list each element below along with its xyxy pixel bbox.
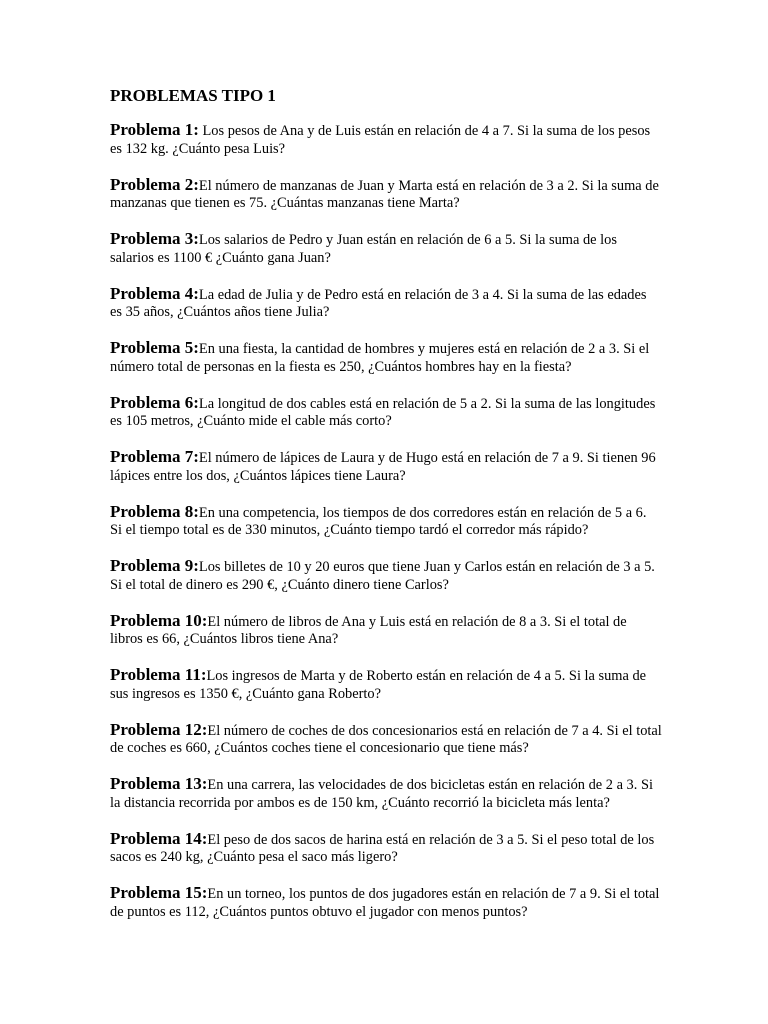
problem-text: La edad de Julia y de Pedro está en relación de 3 a 4. Si la suma de las edades es 35 años, ¿Cuántos años tiene Julia?: [110, 286, 647, 320]
problem-label: Problema 6:: [110, 392, 199, 412]
problem-15: [110, 884, 662, 921]
problem-4: [110, 285, 662, 322]
problem-list: [110, 121, 662, 939]
problem-9: [110, 557, 662, 594]
problem-2: [110, 176, 662, 213]
problem-text: Los salarios de Pedro y Juan están en relación de 6 a 5. Si la suma de los salarios es 1100 € ¿Cuánto gana Juan?: [110, 232, 617, 266]
problem-label: Problema 2:: [110, 174, 199, 194]
problem-8: [110, 503, 662, 540]
problem-3: [110, 230, 662, 267]
problem-label: Problema 3:: [110, 229, 199, 248]
problem-10: [110, 612, 662, 649]
problem-label: Problema 5:: [110, 338, 199, 357]
problem-text: Los billetes de 10 y 20 euros que tiene Juan y Carlos están en relación de 3 a 5. Si el total de dinero es 290 €, ¿Cuánto dinero tiene Carlos?: [110, 559, 655, 593]
problem-text: En una carrera, las velocidades de dos bicicletas están en relación de 2 a 3. Si la distancia recorrida por ambos es de 150 km, ¿Cuánto recorrió la bicicleta más lenta?: [110, 777, 653, 811]
problem-text: El número de manzanas de Juan y Marta está en relación de 3 a 2. Si la suma de manzanas que tienen es 75. ¿Cuántas manzanas tiene Marta?: [110, 177, 659, 211]
problem-label: Problema 8:: [110, 501, 199, 521]
problem-6: [110, 394, 662, 431]
problem-text: La longitud de dos cables está en relación de 5 a 2. Si la suma de las longitudes es 105 metros, ¿Cuánto mide el cable más corto?: [110, 395, 656, 429]
problem-label: Problema 13:: [110, 774, 208, 793]
problem-text: En una competencia, los tiempos de dos corredores están en relación de 5 a 6. Si el tiempo total es de 330 minutos, ¿Cuánto tiempo tardó el corredor más rápido?: [110, 504, 647, 538]
problem-text: El número de coches de dos concesionarios está en relación de 7 a 4. Si el total de coches es 660, ¿Cuántos coches tiene el concesionario que tiene más?: [110, 722, 662, 756]
problem-text: Los ingresos de Marta y de Roberto están en relación de 4 a 5. Si la suma de sus ingresos es 1350 €, ¿Cuánto gana Roberto?: [110, 668, 647, 702]
problem-label: Problema 11:: [110, 665, 207, 684]
page-title: PROBLEMAS TIPO 1: [110, 86, 276, 105]
problem-text: En una fiesta, la cantidad de hombres y mujeres está en relación de 2 a 3. Si el número total de personas en la fiesta es 250, ¿Cuántos hombres hay en la fiesta?: [110, 341, 650, 375]
problem-text: El número de libros de Ana y Luis está en relación de 8 a 3. Si el total de libros es 66, ¿Cuántos libros tiene Ana?: [110, 613, 627, 647]
problem-label: Problema 12:: [110, 719, 208, 739]
problem-label: Problema 4:: [110, 283, 199, 303]
problem-1: [110, 121, 662, 158]
problem-text: El peso de dos sacos de harina está en relación de 3 a 5. Si el peso total de los sacos es 240 kg, ¿Cuánto pesa el saco más ligero?: [110, 831, 655, 865]
problem-text: Los pesos de Ana y de Luis están en relación de 4 a 7. Si la suma de los pesos es 132 kg. ¿Cuánto pesa Luis?: [110, 123, 651, 157]
problem-5: [110, 339, 662, 376]
problem-7: [110, 448, 662, 485]
problem-12: [110, 721, 662, 758]
problem-label: Problema 7:: [110, 447, 199, 466]
problem-label: Problema 15:: [110, 883, 208, 902]
problem-label: Problema 9:: [110, 556, 199, 575]
problem-label: Problema 14:: [110, 828, 208, 848]
problem-label: Problema 10:: [110, 610, 208, 630]
problem-14: [110, 830, 662, 867]
problem-label: Problema 1:: [110, 120, 199, 139]
problem-text: En un torneo, los puntos de dos jugadores están en relación de 7 a 9. Si el total de puntos es 112, ¿Cuántos puntos obtuvo el jugador con menos puntos?: [110, 886, 660, 920]
problem-text: El número de lápices de Laura y de Hugo está en relación de 7 a 9. Si tienen 96 lápices entre los dos, ¿Cuántos lápices tiene Laura?: [110, 450, 656, 484]
problem-11: [110, 666, 662, 703]
problem-13: [110, 775, 662, 812]
